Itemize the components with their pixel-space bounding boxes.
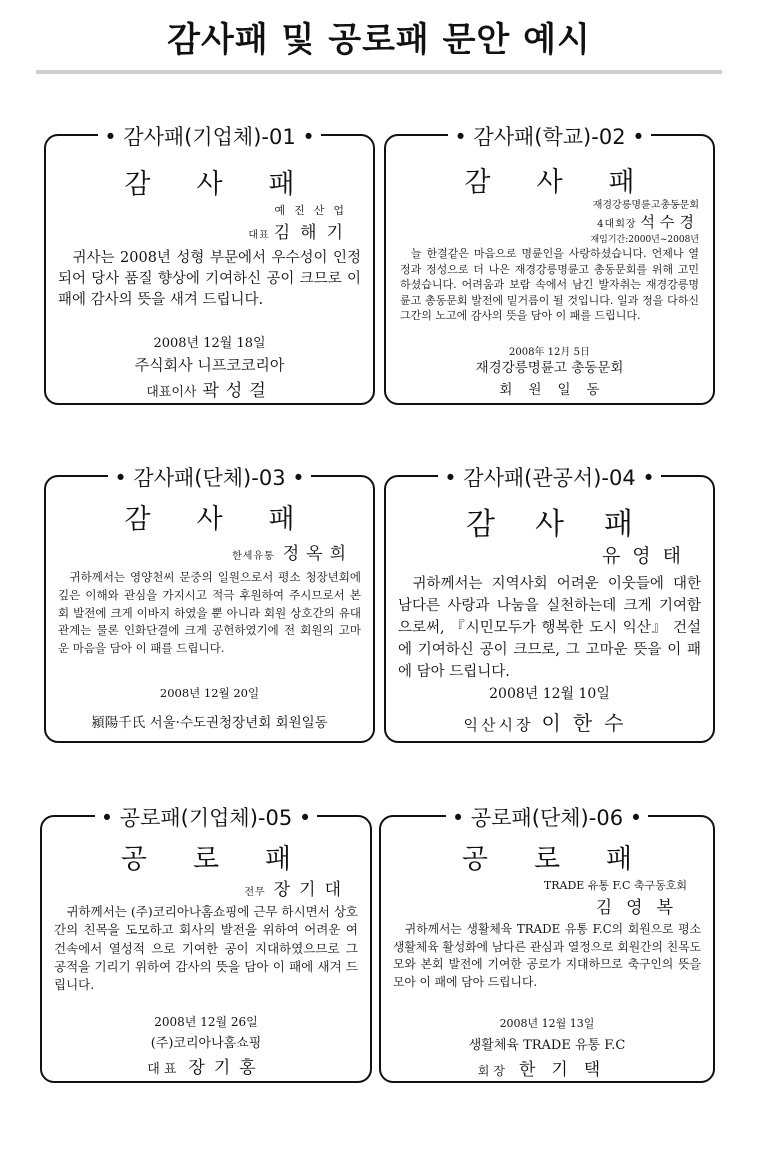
body-text: 귀하께서는 (주)코리아나홈쇼핑에 근무 하시면서 상호간의 친목을 도모하고 회사의 발전을 위하여 어려운 여건속에서 열성적 으로 기여한 공이 지대하였으므로 그 공적을 기리기 위하여 감사의 뜻을 담아 이 패에 새겨 드립니다. <box>54 904 358 993</box>
recipient-name: 석수경 <box>640 213 699 231</box>
signature-role: 회장 <box>477 1064 509 1078</box>
recipient-org: 예진산업 <box>274 204 353 217</box>
signature-role: 익산시장 <box>463 716 534 734</box>
recipient-name: 김해기 <box>273 223 353 243</box>
signature-name: 곽성걸 <box>202 381 273 401</box>
title-divider <box>36 70 722 74</box>
card-tag: • 감사패(기업체)-01 • <box>46 121 373 151</box>
plaque-card-02 <box>384 125 715 405</box>
recipient-name: 김영복 <box>595 898 687 918</box>
signature-block <box>381 1037 713 1080</box>
body-text: 늘 한결같은 마음으로 명륜인을 사랑하셨습니다. 언제나 열정과 정성으로 더 나은 재경강릉명륜고 총동문회를 위해 고민하셨습니다. 어려움과 보람 속에서 남긴 발자취는 재경강릉명륜고 총동문회 발전에 밑거름이 될 것입니다. 일과 정을 다하신 그간의 노고에 감사의 뜻을 담아 이 패를 드립니다. <box>400 247 699 322</box>
recipient <box>602 541 693 568</box>
plaque-title: 감사패 <box>124 504 341 535</box>
body-text: 귀하께서는 생활체육 TRADE 유통 F.C의 회원으로 평소 생활체육 활성화에 남다른 관심과 열정으로 회원간의 친목도모와 본회 발전에 기여한 공로가 지대하므로 축구인의 뜻을 모아 이 패에 담아 드립니다. <box>393 922 701 989</box>
plaque-card-03 <box>44 466 375 743</box>
signature-org: 생활체육 TRADE 유통 F.C <box>468 1038 626 1053</box>
card-tag: • 감사패(학교)-02 • <box>386 121 713 151</box>
recipient-role: 전무 <box>244 887 266 898</box>
date: 2008년 12월 10일 <box>489 686 610 702</box>
signature-org: 潁陽千氏 서울·수도권청장년회 회원일동 <box>91 715 328 731</box>
signature-role: 대표이사 <box>146 385 197 400</box>
signature-members: 회원일동 <box>499 382 616 398</box>
plaque-title: 감사패 <box>464 167 681 198</box>
plaque-card-01 <box>44 125 375 405</box>
date: 2008年 12月 5日 <box>509 347 590 358</box>
plaque-card-06 <box>379 806 715 1083</box>
signature-name: 한기택 <box>518 1060 617 1080</box>
recipient-org: TRADE 유통 F.C 축구동호회 <box>543 879 687 892</box>
recipient <box>590 196 699 245</box>
plaque-card-05 <box>40 806 372 1083</box>
plaque-title: 공로패 <box>120 844 338 875</box>
body-text: 귀하께서는 지역사회 어려운 이웃들에 대한 남다른 사랑과 나눔을 실천하는데 크게 기여함으로써, 『시민모두가 행복한 도시 익산』 건설에 기여하신 공이 크므로, 그 고마운 뜻을 이 패에 담아 드립니다. <box>398 576 701 680</box>
date: 2008년 12월 26일 <box>154 1015 258 1029</box>
recipient-name: 장기대 <box>273 880 350 900</box>
recipient-org: 재경강릉명륜고총동문회 <box>592 200 699 211</box>
recipient <box>232 539 353 564</box>
signature-org: 재경강릉명륜고 총동문회 <box>475 360 624 376</box>
signature-org: 주식회사 니프코코리아 <box>134 356 285 374</box>
signature-name: 이한수 <box>541 711 636 735</box>
recipient-role: 4대회장 <box>597 219 637 230</box>
signature-role: 대표 <box>147 1062 181 1077</box>
recipient <box>248 202 353 243</box>
body-text: 귀사는 2008년 성형 부문에서 우수성이 인정되어 당사 품질 향상에 기여하신 공이 크므로 이 패에 감사의 뜻을 새겨 드립니다. <box>58 250 361 308</box>
recipient-name: 정옥희 <box>282 544 353 564</box>
recipient-term: 재임기간:2000년~2008년 <box>590 235 699 245</box>
recipient-role: 대표 <box>248 230 270 241</box>
date: 2008년 12월 20일 <box>159 686 260 700</box>
card-tag: • 감사패(관공서)-04 • <box>386 462 713 492</box>
plaque-title: 감사패 <box>124 169 341 200</box>
body-text: 귀하께서는 영양천씨 문중의 일원으로서 평소 청장년회에 깊은 이해와 관심을 가지시고 적극 후원하여 주시므로서 본회 발전에 크게 이바지 하였을 뿐 아니라 회원 상호간의 유대관계는 물론 인화단결에 크게 공헌하였기에 전 회원의 고마운 마음을 담아 이 패를 드립니다. <box>58 570 361 656</box>
card-tag: • 공로패(기업체)-05 • <box>42 802 370 832</box>
card-tag: • 감사패(단체)-03 • <box>46 462 373 492</box>
recipient <box>544 877 687 918</box>
signature-block <box>386 707 713 736</box>
signature-block <box>42 1035 370 1078</box>
recipient <box>244 875 350 900</box>
signature-org: (주)코리아나홈쇼핑 <box>150 1036 262 1051</box>
date: 2008년 12월 13일 <box>499 1017 595 1030</box>
plaque-title: 공로패 <box>461 844 679 875</box>
signature-block <box>46 711 373 731</box>
signature-block <box>46 354 373 401</box>
signature-name: 장기홍 <box>188 1058 265 1078</box>
signature-block <box>386 359 713 398</box>
plaque-title: 감사패 <box>466 507 673 542</box>
recipient-role: 한세유통 <box>232 551 275 562</box>
plaque-card-04 <box>384 466 715 743</box>
date: 2008년 12월 18일 <box>153 336 266 351</box>
page-title: 감사패 및 공로패 문안 예시 <box>167 20 591 60</box>
recipient-name: 유영태 <box>601 545 693 567</box>
card-tag: • 공로패(단체)-06 • <box>381 802 713 832</box>
